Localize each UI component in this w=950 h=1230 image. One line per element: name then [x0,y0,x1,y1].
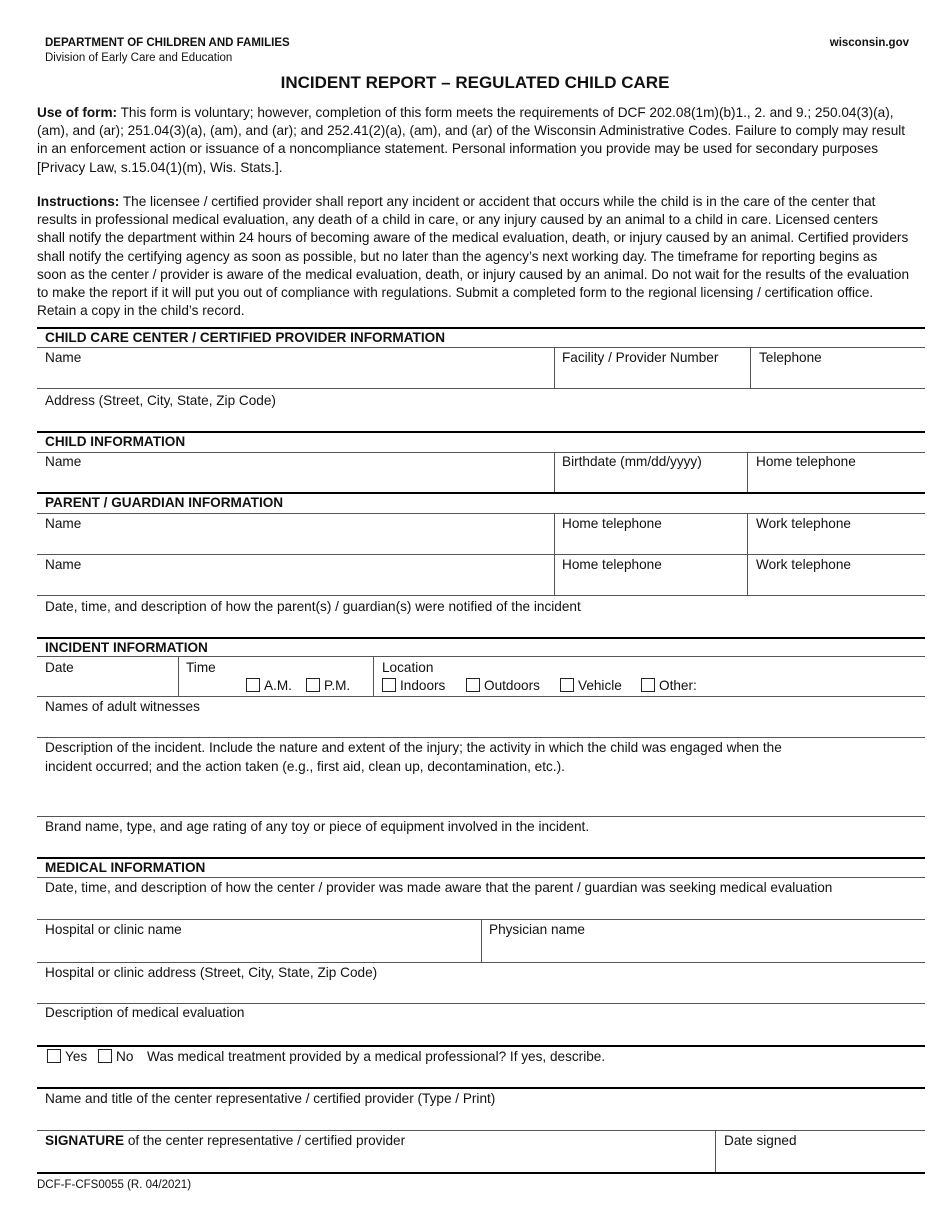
no-option[interactable] [98,1049,133,1064]
child-name-field[interactable]: Name [45,454,82,469]
department-name: DEPARTMENT OF CHILDREN AND FAMILIES [45,37,290,49]
signature-field[interactable] [45,1133,405,1148]
yes-option[interactable] [47,1049,87,1064]
divider [373,656,374,696]
signature-bold-label: SIGNATURE [45,1133,125,1148]
divider [37,554,925,555]
divider [481,919,482,962]
incident-date-field[interactable]: Date [45,660,74,675]
pm-checkbox[interactable] [306,678,320,692]
form-number: DCF-F-CFS0055 (R. 04/2021) [37,1179,192,1191]
parent-name-field-1[interactable]: Name [45,516,82,531]
divider [37,656,925,657]
other-checkbox[interactable] [641,678,655,692]
incident-time-field[interactable]: Time [186,660,216,675]
medical-section-heading: MEDICAL INFORMATION [45,860,206,875]
divider [554,452,555,493]
provider-name-field[interactable]: Name [45,350,82,365]
provider-telephone-field[interactable]: Telephone [759,350,822,365]
indoors-checkbox[interactable] [382,678,396,692]
indoors-label: Indoors [400,678,446,693]
yes-checkbox[interactable] [47,1049,61,1063]
incident-section-heading: INCIDENT INFORMATION [45,640,208,655]
divider [37,1045,925,1047]
divider [37,431,925,433]
parent-home-telephone-field-1[interactable]: Home telephone [562,516,662,531]
birthdate-field[interactable]: Birthdate (mm/dd/yyyy) [562,454,702,469]
instructions-text: The licensee / certified provider shall report any incident or accident that occurs while the child is in the care of the center that results in professional medical evaluation, any death of a child in care, or any injury caused by an animal to a child in care. Licensed centers shall notify the department within 24 hours of becoming aware of the medical evaluation, death, or injury caused by an animal. Certified providers shall notify the certifying agency as soon as possible, but no later than the agency’s next working day. The timeframe for reporting begins as soon as the center / provider is aware of the medical evaluation, death, or injury caused by an animal. Do not wait for the results of the evaluation to make the report if it will put you out of compliance with regulations. Submit a completed form to the regional licensing / certification office. Retain a copy in the child’s record. [37,194,909,319]
parent-work-telephone-field-2[interactable]: Work telephone [756,557,851,572]
witnesses-field[interactable]: Names of adult witnesses [45,699,200,714]
signature-label-rest: of the center representative / certified provider [124,1133,406,1148]
instructions-label: Instructions: [37,194,120,209]
outdoors-checkbox[interactable] [466,678,480,692]
outdoors-option[interactable] [466,678,540,693]
use-of-form-text: This form is voluntary; however, completion of this form meets the requirements of DCF 202.08(1m)(b)1., 2. and 9.; 250.04(3)(a), (am), and (ar); 251.04(3)(a), (am), and (ar); and 252.41(2)(a), (am), and (ar) of the Wisconsin Administrative Codes. Failure to comply may result in an enforcement action or issuance of a noncompliance statement. Personal information you provide may be used for secondary purposes [Privacy Law, s.15.04(1)(m), Wis. Stats.]. [37,105,906,175]
division-name: Division of Early Care and Education [45,52,233,64]
divider [554,347,555,388]
vehicle-option[interactable] [560,678,622,693]
vehicle-checkbox[interactable] [560,678,574,692]
divider [37,962,925,963]
divider [37,816,925,817]
website-link[interactable]: wisconsin.gov [829,37,909,49]
hospital-address-field[interactable]: Hospital or clinic address (Street, City, State, Zip Code) [45,965,378,980]
divider [37,1172,925,1174]
date-signed-field[interactable]: Date signed [724,1133,797,1148]
divider [750,347,751,388]
divider [37,877,925,878]
divider [37,1087,925,1089]
parent-notification-field[interactable]: Date, time, and description of how the parent(s) / guardian(s) were notified of the incident [45,599,581,614]
provider-section-heading: CHILD CARE CENTER / CERTIFIED PROVIDER INFORMATION [45,330,446,345]
am-label: A.M. [264,678,292,693]
facility-number-field[interactable]: Facility / Provider Number [562,350,719,365]
divider [178,656,179,696]
divider [37,1130,925,1131]
medical-awareness-field[interactable]: Date, time, and description of how the center / provider was made aware that the parent / guardian was seeking medical evaluation [45,880,833,895]
no-label: No [116,1049,134,1064]
incident-description-line-1: Description of the incident. Include the nature and extent of the injury; the activity in which the child was engaged when the [45,740,782,755]
parent-home-telephone-field-2[interactable]: Home telephone [562,557,662,572]
form-title: INCIDENT REPORT – REGULATED CHILD CARE [280,73,670,92]
divider [37,1003,925,1004]
am-option[interactable] [246,678,292,693]
vehicle-label: Vehicle [578,678,622,693]
divider [37,492,925,494]
pm-label: P.M. [324,678,351,693]
other-label: Other: [659,678,697,693]
physician-name-field[interactable]: Physician name [489,922,585,937]
other-option[interactable] [641,678,697,693]
use-of-form-paragraph [37,104,909,177]
parent-work-telephone-field-1[interactable]: Work telephone [756,516,851,531]
divider [747,452,748,493]
divider [37,347,925,348]
divider [37,696,925,697]
divider [37,737,925,738]
provider-address-field[interactable]: Address (Street, City, State, Zip Code) [45,393,276,408]
divider [37,513,925,514]
divider [37,857,925,859]
child-home-telephone-field[interactable]: Home telephone [756,454,856,469]
location-label: Location [382,660,434,675]
pm-option[interactable] [306,678,350,693]
child-section-heading: CHILD INFORMATION [45,434,186,449]
equipment-field[interactable]: Brand name, type, and age rating of any toy or piece of equipment involved in the incident. [45,819,590,834]
divider [37,388,925,389]
instructions-paragraph [37,193,909,320]
divider [37,595,925,596]
treatment-question[interactable]: Was medical treatment provided by a medical professional? If yes, describe. [147,1049,606,1064]
divider [37,327,925,329]
parent-section-heading: PARENT / GUARDIAN INFORMATION [45,495,284,510]
divider [37,452,925,453]
divider [37,637,925,639]
no-checkbox[interactable] [98,1049,112,1063]
am-checkbox[interactable] [246,678,260,692]
outdoors-label: Outdoors [484,678,540,693]
representative-name-title-field[interactable]: Name and title of the center representative / certified provider (Type / Print) [45,1091,496,1106]
hospital-name-field[interactable]: Hospital or clinic name [45,922,182,937]
use-of-form-label: Use of form: [37,105,118,120]
divider [715,1130,716,1172]
incident-description-line-2[interactable]: incident occurred; and the action taken (e.g., first aid, clean up, decontamination, etc.). [45,759,565,774]
medical-evaluation-field[interactable]: Description of medical evaluation [45,1005,245,1020]
indoors-option[interactable] [382,678,445,693]
parent-name-field-2[interactable]: Name [45,557,82,572]
yes-label: Yes [65,1049,88,1064]
